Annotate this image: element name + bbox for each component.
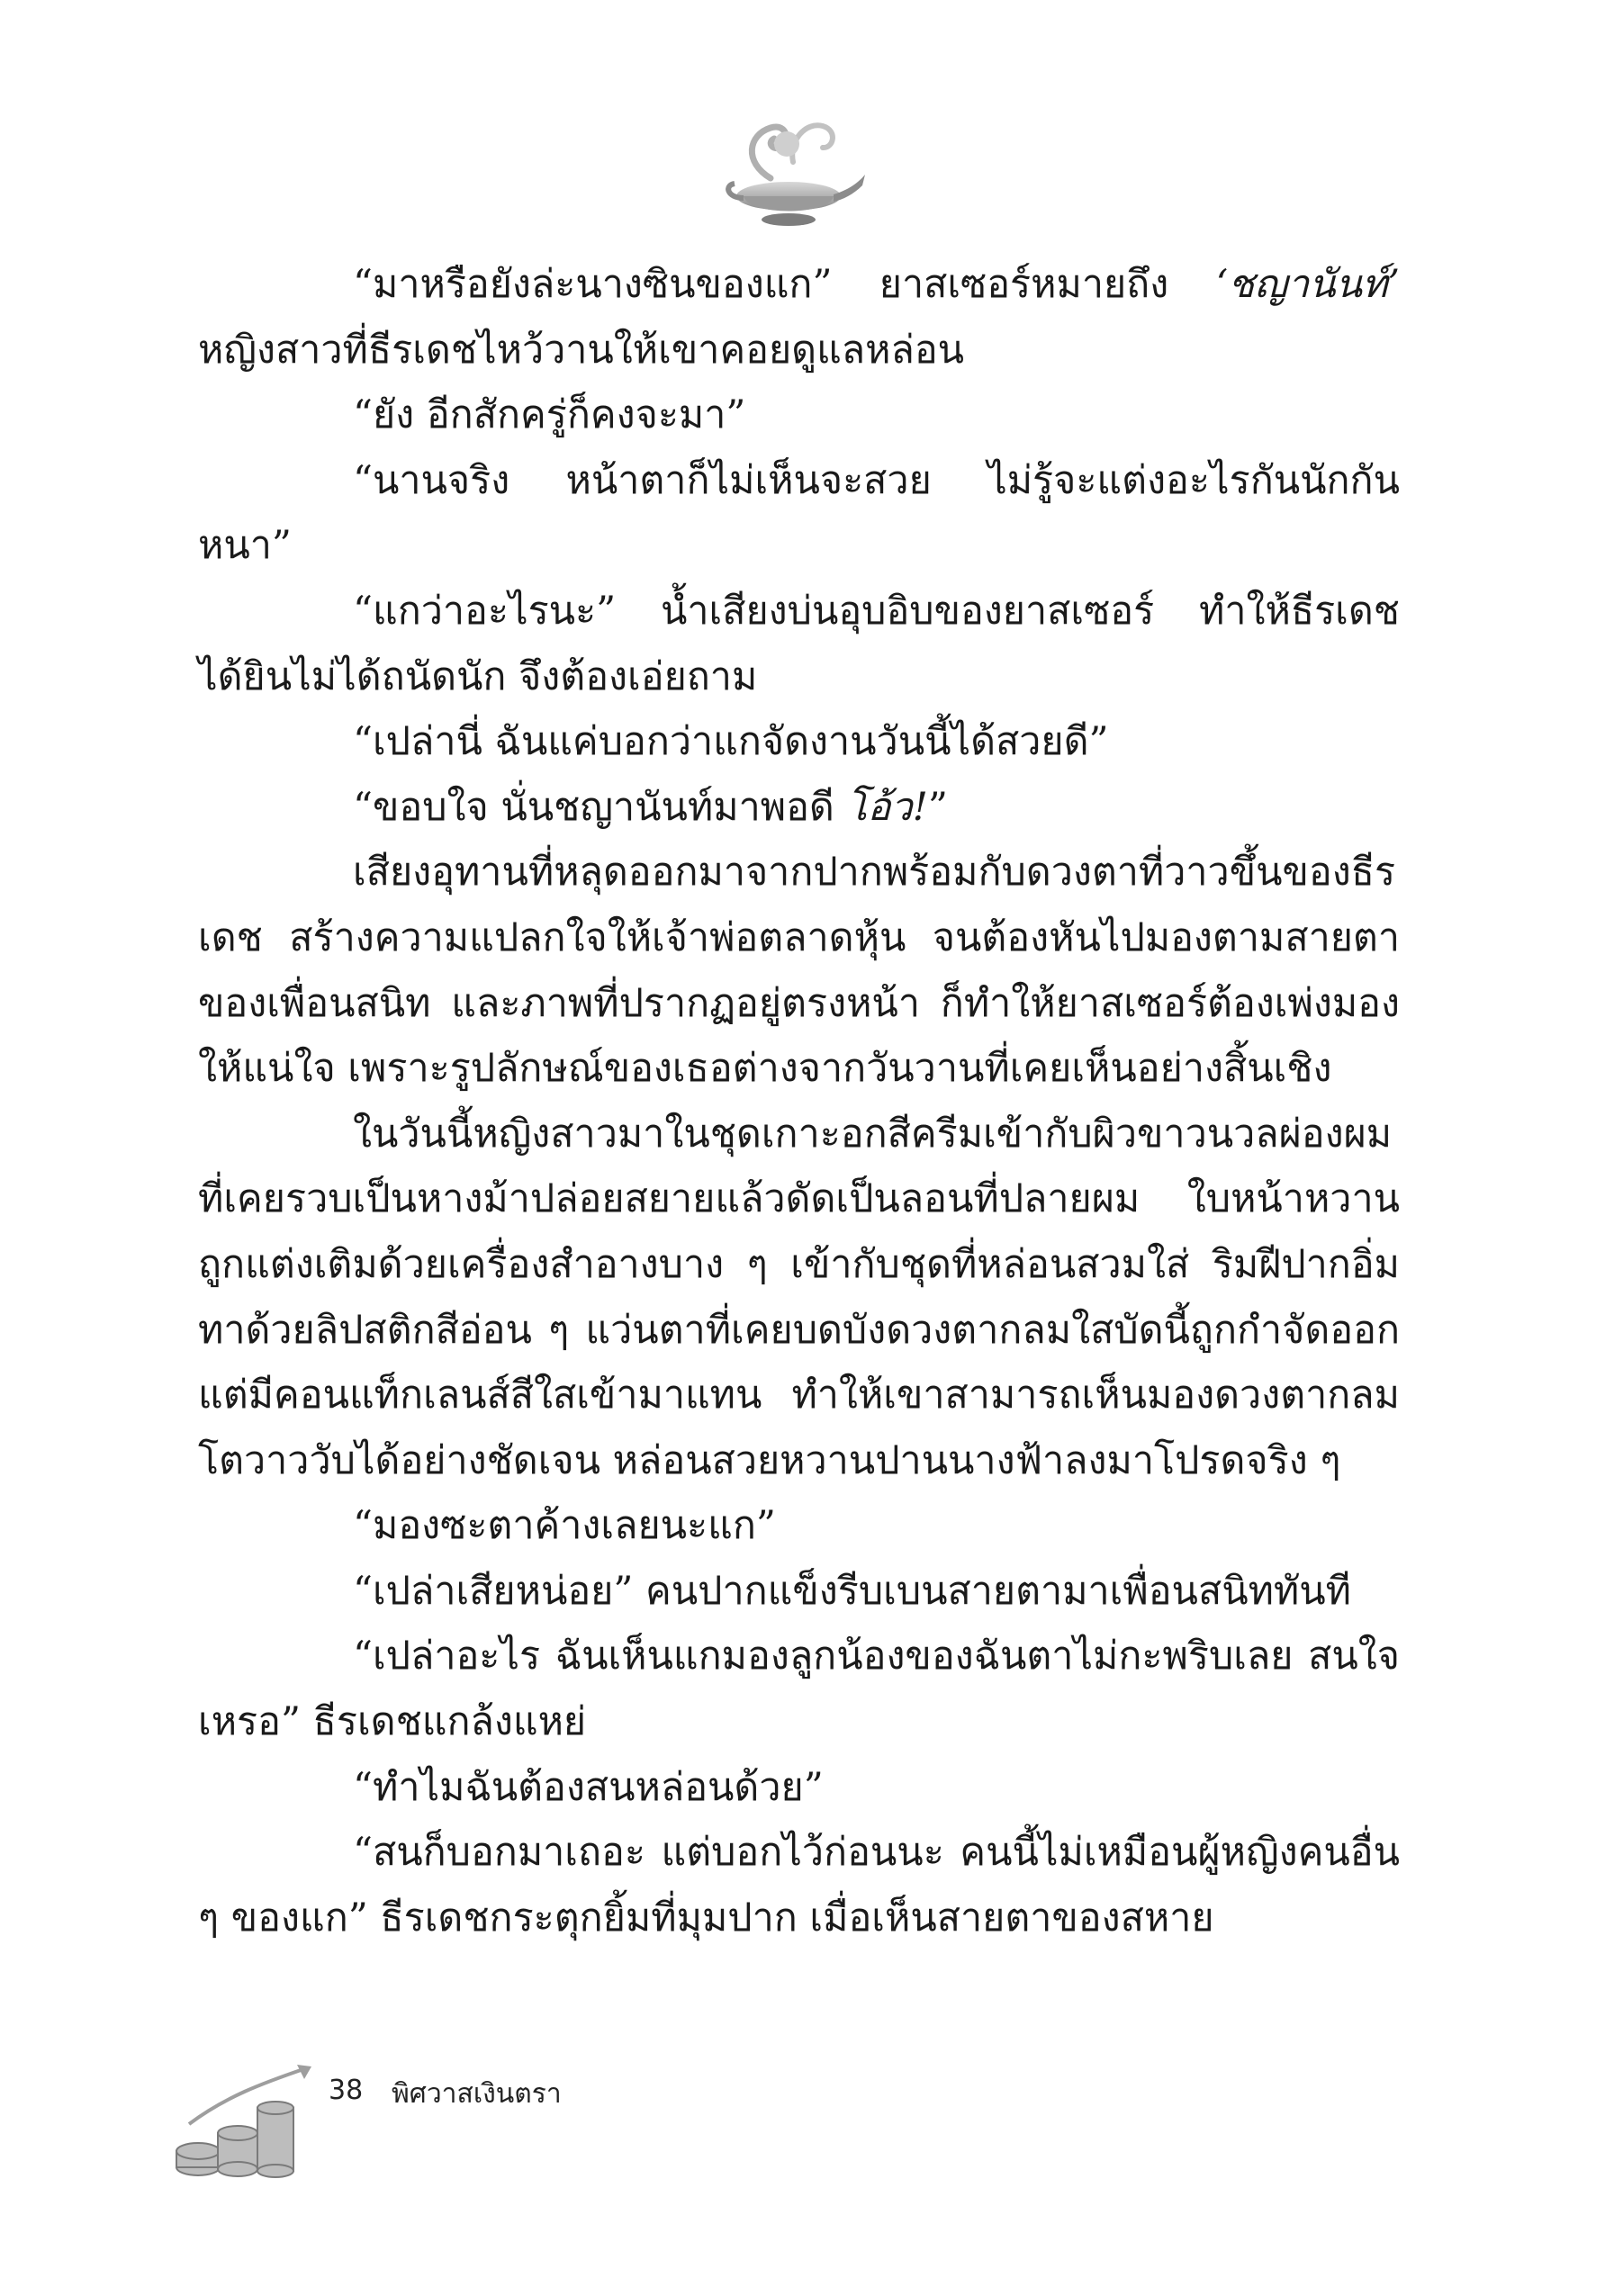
paragraph: [198, 1820, 1400, 1950]
text-segment: “แกว่าอะไรนะ” น้ำเสียงบ่นอุบอิบของยาสเซอร์ ทำให้ธีรเดชได้ยินไม่ได้ถนัดนัก จึงต้องเอ่ยถาม: [198, 588, 1400, 699]
paragraph: [198, 579, 1400, 709]
text-segment: ”: [927, 784, 948, 830]
text-segment: “เปล่าอะไร ฉันเห็นแกมองลูกน้องของฉันตาไม่กะพริบเลย สนใจเหรอ” ธีรเดชแกล้งแหย่: [198, 1634, 1400, 1745]
genie-lamp-icon: [708, 108, 870, 234]
text-segment: “ทำไมฉันต้องสนหล่อนด้วย”: [353, 1764, 824, 1810]
paragraph: [198, 1493, 1400, 1559]
text-segment: ในวันนี้หญิงสาวมาในชุดเกาะอกสีครีมเข้ากับผิวขาวนวลผ่องผมที่เคยรวบเป็นหางม้าปล่อยสยายแล้วดัดเป็นลอนที่ปลายผม ใบหน้าหวานถูกแต่งเติมด้วยเครื่องสำอางบาง ๆ เข้ากับชุดที่หล่อนสวมใส่ ริมฝีปากอิ่มทาด้วยลิปสติกสีอ่อน ๆ แว่นตาที่เคยบดบังดวงตากลมใสบัดนี้ถูกกำจัดออกแต่มีคอนแท็กเลนส์สีใสเข้ามาแทน ทำให้เขาสามารถเห็นมองดวงตากลมโตวาววับได้อย่างชัดเจน หล่อนสวยหวานปานนางฟ้าลงมาโปรดจริง ๆ: [198, 1111, 1400, 1483]
text-segment: “เปล่านี่ ฉันแค่บอกว่าแกจัดงานวันนี้ได้สวยดี”: [353, 719, 1109, 765]
paragraph: [198, 383, 1400, 448]
paragraph: [198, 448, 1400, 579]
text-segment: “ยัง อีกสักครู่ก็คงจะมา”: [353, 392, 746, 438]
text-segment: “สนก็บอกมาเถอะ แต่บอกไว้ก่อนนะ คนนี้ไม่เหมือนผู้หญิงคนอื่น ๆ ของแก” ธีรเดชกระตุกยิ้มที่มุมปาก เมื่อเห็นสายตาของสหาย: [198, 1830, 1400, 1940]
paragraph: [198, 840, 1400, 1101]
book-title: พิศวาสเงินตรา: [392, 2078, 562, 2110]
text-segment: “มองซะตาค้างเลยนะแก”: [353, 1503, 776, 1549]
body-text: [198, 252, 1400, 1950]
paragraph: [198, 1624, 1400, 1754]
paragraph: [198, 1102, 1400, 1494]
italic-text: โอ้ว!: [846, 784, 928, 830]
text-segment: “มาหรือยังล่ะนางซินของแก” ยาสเซอร์หมายถึง: [353, 262, 1216, 307]
text-segment: “ขอบใจ นั่นชญานันท์มาพอดี: [353, 784, 847, 830]
text-segment: เสียงอุทานที่หลุดออกมาจากปากพร้อมกับดวงตาที่วาวขึ้นของธีรเดช สร้างความแปลกใจให้เจ้าพ่อตลาดหุ้น จนต้องหันไปมองตามสายตาของเพื่อนสนิท และภาพที่ปรากฏอยู่ตรงหน้า ก็ทำให้ยาสเซอร์ต้องเพ่งมองให้แน่ใจ เพราะรูปลักษณ์ของเธอต่างจากวันวานที่เคยเห็นอย่างสิ้นเชิง: [198, 850, 1400, 1092]
page-number: 38: [329, 2075, 364, 2106]
paragraph: [198, 1755, 1400, 1821]
text-segment: “นานจริง หน้าตาก็ไม่เห็นจะสวย ไม่รู้จะแต่งอะไรกันนักกันหนา”: [198, 457, 1400, 569]
text-segment: หญิงสาวที่ธีรเดชไหว้วานให้เขาคอยดูแลหล่อน: [198, 327, 965, 373]
paragraph: [198, 775, 1400, 841]
coin-stacks-icon: [171, 2061, 324, 2187]
text-segment: “เปล่าเสียหน่อย” คนปากแข็งรีบเบนสายตามาเพื่อนสนิททันที: [353, 1568, 1352, 1614]
paragraph: [198, 709, 1400, 775]
paragraph: [198, 1559, 1400, 1625]
italic-text: ‘ชญานันท์’: [1215, 262, 1400, 307]
paragraph: [198, 252, 1400, 383]
